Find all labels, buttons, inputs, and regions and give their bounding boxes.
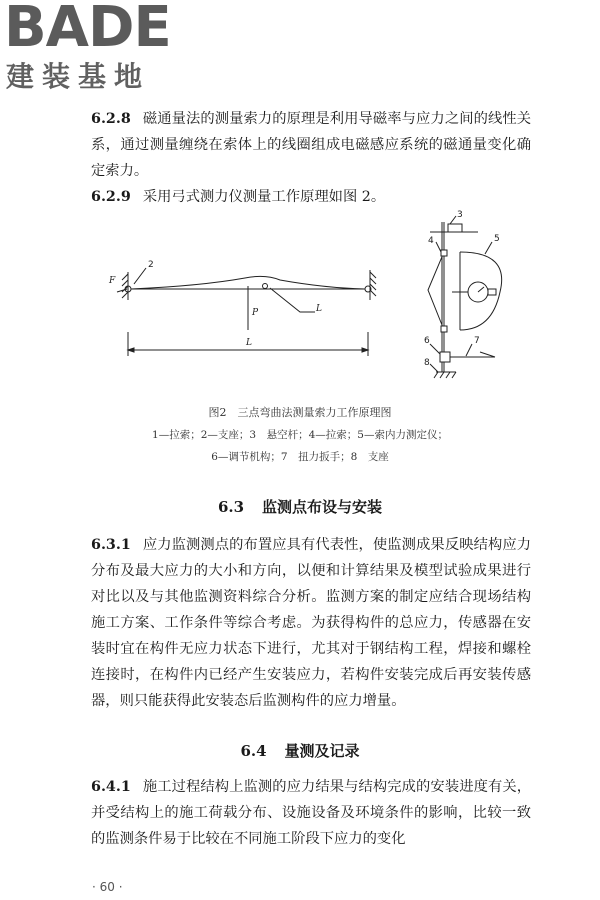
heading-title: 监测点布设与安装: [262, 498, 383, 516]
clause-text: 应力监测测点的布置应具有代表性，使监测成果反映结构应力分布及最大应力的大小和方向，以便和计算结果及模型试验成果进行对比以及与其他监测资料综合分析。监测方案的制定应结合现场结构施工方案、工作条件等综合考虑。为获得构件的总应力，传感器在安装时宜在构件无应力状态下进行，尤其对于钢结构工程，焊接和螺栓连接时，在构件内已经产生安装应力，若构件安装完成后再安装传感器，则只能获得此安装态后监测构件的应力增量。: [91, 537, 531, 709]
lower-clamp: [441, 326, 447, 332]
figure-caption-line-2: 6—调节机构；7 扭力扳手；8 支座: [211, 451, 389, 463]
clause-6-2-9: [91, 184, 531, 210]
logo-subtitle-text: 建装基地: [6, 60, 151, 93]
clause-number: 6.4.1: [91, 779, 131, 795]
bade-logo: [4, 2, 179, 97]
section-heading-6-3: [0, 496, 600, 518]
label-l-small: L: [316, 304, 322, 314]
clause-6-4-1: [91, 774, 531, 852]
section-heading-6-4: [0, 740, 600, 762]
label-l-span: L: [246, 338, 252, 348]
leader-2: [134, 268, 146, 284]
logo-brand-text: BADE: [4, 0, 171, 60]
adjust-mechanism: [440, 352, 450, 362]
clause-6-2-8: [91, 106, 531, 184]
clause-number: 6.2.8: [91, 111, 131, 127]
clause-number: 6.2.9: [91, 189, 131, 205]
clause-text: 磁通量法的测量索力的原理是利用导磁率与应力之间的线性关系，通过测量缠绕在索体上的线圈组成电磁感应系统的磁通量变化确定索力。: [91, 111, 531, 179]
label-num-7: 7: [474, 336, 480, 346]
label-p: P: [252, 308, 259, 318]
figure-2-svg: [100, 212, 530, 400]
label-num-5: 5: [494, 234, 500, 244]
figure-2-diagram: [100, 212, 530, 400]
load-point: [263, 284, 268, 289]
clause-text: 采用弓式测力仪测量工作原理如图 2。: [142, 189, 386, 205]
clause-6-3-1: [91, 532, 531, 714]
label-num-3: 3: [457, 210, 463, 220]
leader-small-l: [270, 288, 315, 312]
heading-number: 6.3: [217, 498, 245, 516]
label-num-6: 6: [424, 336, 430, 346]
heading-title: 量测及记录: [284, 742, 360, 760]
figure-caption-line-1: 1—拉索；2—支座；3 悬空杆；4—拉索；5—索内力测定仪；: [152, 429, 448, 441]
heading-number: 6.4: [240, 742, 267, 760]
clause-text: 施工过程结构上监测的应力结果与结构完成的安装进度有关，并受结构上的施工荷载分布、设施设备及环境条件的影响，比较一致的监测条件易于比较在不同施工阶段下应力的变化: [91, 779, 531, 847]
label-num-2-left: 2: [148, 260, 154, 270]
label-num-8: 8: [424, 358, 430, 368]
clause-number: 6.3.1: [91, 537, 131, 553]
page-number: · 60 ·: [92, 880, 123, 894]
label-f: F: [109, 276, 116, 286]
label-num-4: 4: [428, 236, 434, 246]
upper-clamp: [441, 250, 447, 256]
figure-caption-title: 图2 三点弯曲法测量索力工作原理图: [208, 406, 392, 419]
